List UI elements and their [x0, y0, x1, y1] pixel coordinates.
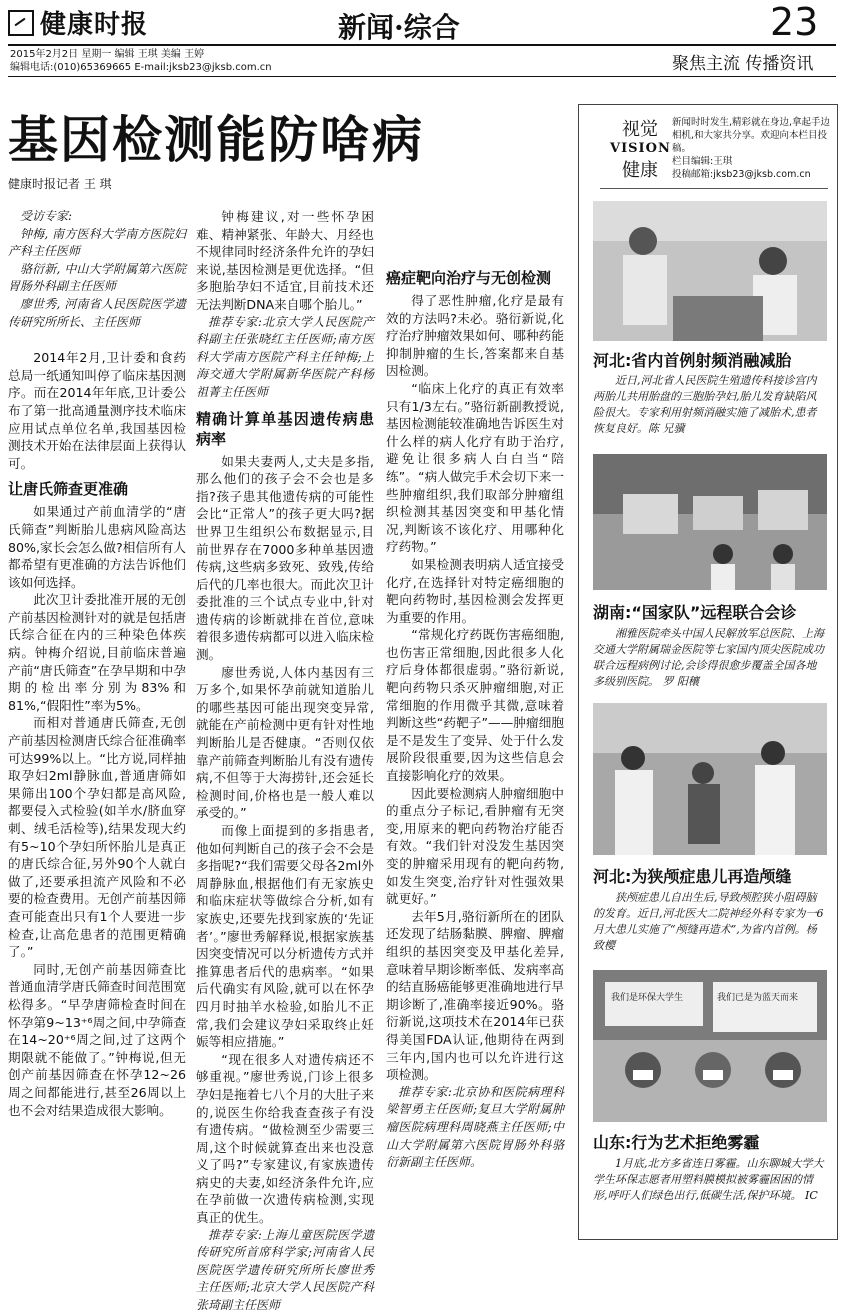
article-column-1 — [8, 208, 186, 1119]
article-column-2 — [196, 208, 374, 1315]
recommended-experts: 推荐专家:北京协和医院病理科梁智勇主任医师;复旦大学附属肿瘤医院病理科周晓燕主任医师;中山大学附属第六医院胃肠外科骆衍新副主任医师。 — [386, 1084, 564, 1170]
photo-craniosynostosis — [593, 703, 827, 855]
article-byline: 健康时报记者 王 琪 — [8, 177, 112, 191]
paragraph: 钟梅建议,对一些怀孕困难、精神紧张、年龄大、月经也不规律同时经济条件允许的孕妇来说,基因检测是更优选择。“但多胞胎孕妇不适宜,目前技术还无法判断DNA来自哪个胎儿。” — [196, 209, 374, 312]
vision-intro-text: 新闻时时发生,精彩就在身边,拿起手边相机,和大家共分享。欢迎向本栏目投稿。 — [672, 117, 831, 154]
paragraph: 如果通过产前血清学的“唐氏筛查”判断胎儿患病风险高达80%,家长会怎么做?相信所有人都希望有更准确的方法告诉他们该如何选择。 — [8, 504, 186, 590]
vision-title-health: 健康 — [622, 160, 658, 181]
expert-line: 骆衍新, 中山大学附属第六医院胃肠外科副主任医师 — [8, 261, 186, 294]
photo-caption-2: 湘雅医院牵头中国人民解放军总医院、上海交通大学附属瑞金医院等七家国内顶尖医院成功联合远程病例讨论,会诊得很愈步覆盖全国各地多级别医院。 罗 阳穰 — [593, 627, 824, 688]
photo-title-3: 河北:为狭颅症患儿再造颅缝 — [593, 867, 792, 886]
logo-text: 健康时报 — [40, 10, 149, 40]
meta-date-editors: 2015年2月2日 星期一 编辑 王琪 美编 王婷 — [10, 49, 205, 60]
photo-doctors-illustration — [593, 703, 827, 855]
expert-label: 受访专家: — [20, 209, 73, 223]
paragraph: 去年5月,骆衍新所在的团队还发现了结肠黏膜、脾瘤、脾瘤组织的基因突变及甲基化差异,意味着早期诊断率低、发病率高的结直肠癌能够更准确地进行早期诊断了,准确率接近90%。骆衍新说,这项技术在2014年已获得美国FDA认证,他期待在两到三年内,国内也可以允许进行这项检测。 — [386, 908, 564, 1083]
photo-surgery-illustration — [593, 201, 827, 341]
logo-icon — [8, 10, 34, 36]
paragraph: 廖世秀说,人体内基因有三万多个,如果怀孕前就知道胎儿的哪些基因可能出现突变异常,就能在产前检测中更有针对性地判断胎儿是否健康。“否则仅依靠产前筛查判断胎儿有没有遗传病,不但等于大海捞针,还会延长检测时间,价格也是一般人难以承受的。” — [196, 664, 374, 821]
photo-title-2: 湖南:“国家队”远程联合会诊 — [593, 603, 797, 622]
masthead-rule — [8, 44, 836, 46]
subheading-genetic-disease: 精确计算单基因遗传病患病率 — [196, 409, 374, 448]
photo-surgery — [593, 201, 827, 341]
recommended-experts: 推荐专家:上海儿童医院医学遗传研究所首席科学家;河南省人民医院医学遗传研究所所长廖世秀主任医师;北京大学人民医院产科张琦副主任医师 — [196, 1227, 374, 1313]
vision-column-title — [610, 115, 670, 182]
expert-line: 廖世秀, 河南省人民医院医学遗传研究所所长、主任医师 — [8, 296, 186, 329]
protest-sign-2: 我们已是为蓝天而来 — [717, 993, 799, 1003]
paragraph: 此次卫计委批准开展的无创产前基因检测针对的就是包括唐氏综合征在内的三种染色体疾病。钟梅介绍说,目前临床普遍产前“唐氏筛查”在孕早期和中孕期的检出率分别为83%和81%,“假阳性”率为5%。 — [8, 592, 186, 713]
vision-email: 投稿邮箱:jksb23@jksb.com.cn — [672, 169, 811, 180]
paragraph: 如果夫妻两人,丈夫是多指,那么他们的孩子会不会也是多指?孩子患其他遗传病的可能性会比“正常人”的孩子更大吗?据世界卫生组织公布数据显示,目前世界存在7000多种单基因遗传病,这些病多致死、致残,传给后代的几率也很大。而此次卫计委批准的三个试点专业中,针对遗传病的诊断就排在首位,意味着很多遗传病都可以进入临床检测。 — [196, 453, 374, 663]
paragraph: 得了恶性肿瘤,化疗是最有效的方法吗?未必。骆衍新说,化疗治疗肿瘤效果如何、哪种药能抑制肿瘤的生长,答案都来自基因检测。 — [386, 293, 564, 379]
article-column-3 — [386, 208, 564, 1172]
page-number: 23 — [770, 0, 819, 44]
vision-editor: 栏目编辑:王琪 — [672, 156, 733, 167]
paragraph: 因此要检测病人肿瘤细胞中的重点分子标记,看肿瘤有无突变,用原来的靶向药物治疗能否有效。“我们针对没发生基因突变的肿瘤采用现有的靶向药物,如发生突变,治疗针对性强效果就更好。” — [386, 785, 564, 907]
masthead-bottom-rule — [8, 76, 836, 77]
paragraph: “现在很多人对遗传病还不够重视。”廖世秀说,门诊上很多孕妇是拖着七八个月的大肚子来的,说医生你给我查查孩子有没有遗传病。“做检测至少需要三周,这个时候就算查出来也没意义了吗?”专家建议,有家族遗传病史的夫妻,如经济条件允许,应在孕前做一次遗传病检测,实现真正的优生。 — [196, 1051, 374, 1226]
vision-divider — [600, 188, 828, 189]
vision-title-cn: 视觉 — [622, 119, 658, 140]
vision-title-en: VISION — [610, 141, 671, 156]
photo-remote-illustration — [593, 454, 827, 590]
slogan: 聚焦主流 传播资讯 — [672, 54, 814, 74]
photo-smog-art — [593, 970, 827, 1122]
photo-caption-1: 近日,河北省人民医院生殖遗传科接诊宫内两胎儿共用胎盘的三胞胎孕妇,胎儿发育缺陷风险很大。专家利用射频消融实施了减胎术,患者恢复良好。陈 兄骥 — [593, 374, 817, 435]
paragraph: “常规化疗药既伤害癌细胞,也伤害正常细胞,因此很多人化疗后身体都很虚弱。”骆衍新说,靶向药物只杀灭肿瘤细胞,对正常细胞的作用微乎其微,意味着判断这些“药靶子”——肿瘤细胞是不是发生了变异、处于什么发展阶段很重要,因为这些信息会直接影响化疗的效果。 — [386, 627, 564, 784]
paragraph: “临床上化疗的真正有效率只有1/3左右。”骆衍新副教授说,基因检测能较准确地告诉医生对什么样的病人化疗有助于治疗,避免让很多病人白白当“陪练”。“病人做完手术会切下来一些肿瘤组织,我们取部分肿瘤组织检测其基因突变和甲基化情况,判断该不该化疗、用哪种化疗药物。” — [386, 380, 564, 555]
paragraph: 而像上面提到的多指患者,他如何判断自己的孩子会不会是多指呢?“我们需要父母各2ml外周静脉血,根据他们有无家族史和临床症状等做综合分析,如有家族史,还要先找到家族的‘先证者’。”廖世秀解释说,根据家族基因突变情况可以分析遗传方式并推算患者后代的患病率。“如果后代确实有风险,就可以在怀孕四月时抽羊水检验,如胎儿不正常,我们会建议孕妇采取终止妊娠等相应措施。” — [196, 823, 374, 1050]
paragraph: 同时,无创产前基因筛查比普通血清学唐氏筛查时间范围宽松得多。“早孕唐筛检查时间在怀孕第9~13⁺⁶周之间,中孕筛查在14~20⁺⁶周之间,过了这两个期限就不能做了。”钟梅说,但无创产前基因筛查在怀孕12~26周之间都能进行,甚至26周以上也不会对结果造成很大影响。 — [8, 961, 186, 1118]
photo-remote-consultation — [593, 454, 827, 590]
paragraph: 而相对普通唐氏筛查,无创产前基因检测唐氏综合征准确率可达99%以上。“比方说,同样抽取孕妇2ml静脉血,普通唐筛如果筛出100个孕妇都是高风险,都要侵入式检验(如羊水/脐血穿刺、绒毛活检等),结果发现大约有5~10个孕妇所怀胎儿是真正的唐氏综合征,另外90个人就白做了,还要承担流产风险和不必要的检查费用。无创产前基因筛查可能查出只有1个人要进一步检查,让高危患者的范围更精确了。” — [8, 715, 186, 960]
vision-intro — [672, 116, 832, 181]
edition-meta — [10, 48, 272, 74]
subheading-cancer: 癌症靶向治疗与无创检测 — [386, 269, 552, 287]
photo-title-4: 山东:行为艺术拒绝雾霾 — [593, 1133, 760, 1152]
article-intro: 2014年2月,卫计委和食药总局一纸通知叫停了临床基因测序。而在2014年年底,卫计委公布了第一批高通量测序技术临床应用试点单位名单,我国基因检测技术开始在法律层面上获得认可。 — [8, 350, 186, 471]
photo-smog-illustration — [593, 970, 827, 1122]
article-headline: 基因检测能防啥病 — [8, 110, 424, 169]
expert-line: 钟梅, 南方医科大学南方医院妇产科主任医师 — [8, 226, 186, 259]
section-name: 新闻·综合 — [338, 11, 460, 44]
photo-caption-4: 1月底,北方多省连日雾霾。山东聊城大学大学生环保志愿者用塑料膜模拟被雾霾困困的情形,呼吁人们绿色出行,低碳生活,保护环境。 IC — [593, 1157, 824, 1202]
subheading-down-syndrome: 让唐氏筛查更准确 — [8, 480, 129, 499]
protest-sign-1: 我们是环保大学生 — [611, 993, 684, 1003]
meta-contact: 编辑电话:(010)65369665 E-mail:jksb23@jksb.com.cn — [10, 62, 272, 73]
paragraph: 如果检测表明病人适宜接受化疗,在选择针对特定癌细胞的靶向药物时,基因检测会发挥更为重要的作用。 — [386, 556, 564, 625]
photo-caption-3: 狭颅症患儿自出生后,导致颅腔狭小阻碍脑的发育。近日,河北医大二院神经外科专家为一6月大患儿实施了“颅缝再造术”,为省内首例。杨 致樱 — [593, 891, 824, 952]
photo-title-1: 河北:省内首例射频消融减胎 — [593, 351, 792, 370]
newspaper-logo — [8, 4, 148, 41]
recommended-experts: 推荐专家:北京大学人民医院产科副主任张晓红主任医师;南方医科大学南方医院产科主任钟梅;上海交通大学附属新华医院产科杨祖菁主任医师 — [196, 314, 374, 399]
